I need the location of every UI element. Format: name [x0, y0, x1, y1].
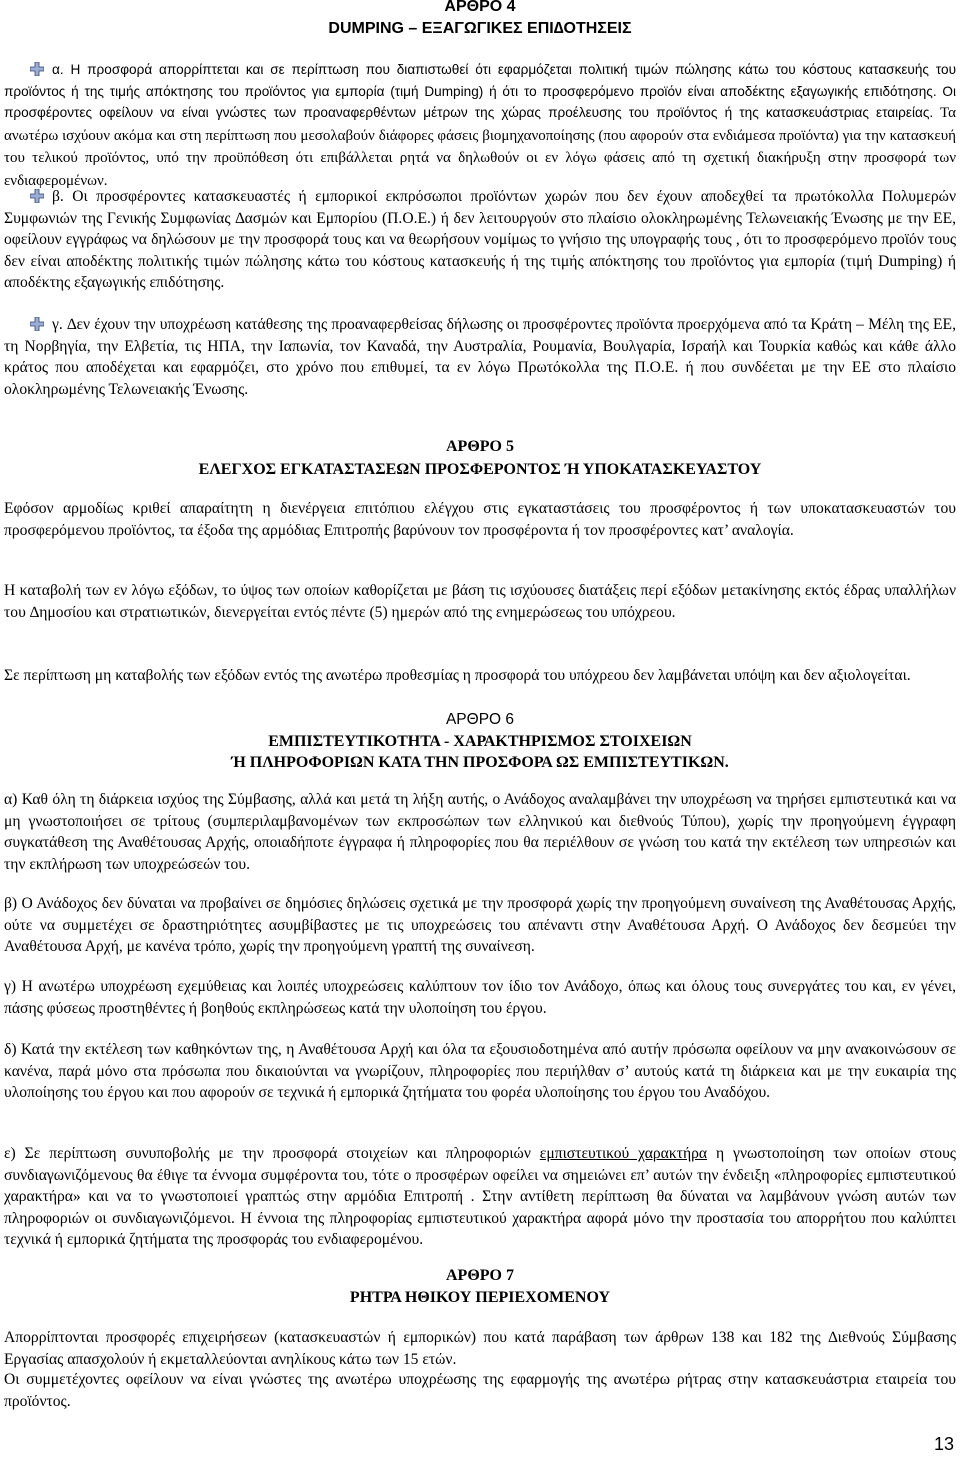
- article-4-paragraph-b: [4, 186, 956, 294]
- bullet-icon: [30, 317, 44, 331]
- article-6-title: ΑΡΘΡΟ 6: [445, 711, 515, 728]
- article-4-a-continuation: Τα ανωτέρω ισχύουν ακόμα και στη περίπτωση που μεσολαβούν διάφορες φάσεις βιομηχανοποίησης (που αφορούν στα ενδιάμεσα προϊόντα) για την κατασκευή του τελικού προϊόντος, υπό την προϋπόθεση ότι επιβάλλεται ρητά να δηλωθούν οι εν λόγω φάσεις από τη σχετική διακήρυξη στην προσφορά των ενδιαφερομένων.: [4, 105, 956, 189]
- article-6-paragraph-b: β) Ο Ανάδοχος δεν δύναται να προβαίνει σε δημόσιες δηλώσεις σχετικά με την προσφορά χωρίς την προηγούμενη συναίνεση της Αναθέτουσας Αρχής, ούτε να συμμετέχει σε δραστηριότητες ασυμβίβαστες με τις υποχρεώσεις του απέναντι στην Αναθέτουσα Αρχή. Ο Ανάδοχος δεν δεσμεύει την Αναθέτουσα Αρχή, με κανένα τρόπο, χωρίς την προηγούμενη γραπτή της συναίνεση.: [4, 895, 956, 956]
- article-6-paragraph-c: γ) Η ανωτέρω υποχρέωση εχεμύθειας και λοιπές υποχρεώσεις καλύπτουν τον ίδιο τον Ανάδοχο, όπως και όλους τους συνεργάτες του και, εν γένει, πάσης φύσεως προστηθέντες ή βοηθούς εκπληρώσεως κατά την υλοποίηση του έργου.: [4, 978, 956, 1017]
- article-4-c-text: γ. ∆εν έχουν την υποχρέωση κατάθεσης της προαναφερθείσας δήλωσης οι προσφέροντες προϊόντα προερχόμενα από τα Κράτη – Μέλη της ΕΕ, τη Νορβηγία, την Ελβετία, τις ΗΠΑ, την Ιαπωνία, τον Καναδά, την Αυστραλία, Ρουμανία, Βουλγαρία, Ισραήλ και Τουρκία καθώς και κάθε άλλο κράτος που αποδέχεται και εφαρμόζει, στο χρόνο που επιθυμεί, τα εν λόγω Πρωτόκολλα της Π.Ο.Ε. ή που συνδέεται με την ΕΕ στο πλαίσιο ολοκληρωμένης Τελωνειακής Ένωσης.: [4, 316, 956, 398]
- bullet-icon: [30, 189, 44, 203]
- article-7-paragraph-2: Οι συμμετέχοντες οφείλουν να είναι γνώστες της ανωτέρω υποχρέωσης της εφαρμογής της ανωτέρω ρήτρας στην κατασκευάστρια εταιρεία του προϊόντος.: [4, 1371, 956, 1410]
- article-4-paragraph-c: [4, 314, 956, 400]
- article-4-b-text: β. Οι προσφέροντες κατασκευαστές ή εμπορικοί εκπρόσωποι προϊόντων χωρών που δεν έχουν αποδεχθεί τα πρωτόκολλα Πολυμερών Συμφωνιών της Γενικής Συμφωνίας ∆ασμών και Εμπορίου (Π.Ο.Ε.) ή δεν λειτουργούν στο πλαίσιο ολοκληρωμένης Τελωνειακής Ένωσης με την ΕΕ, οφείλουν εγγράφως να δηλώσουν με την προσφορά τους και να θεωρήσουν νομίμως το γνήσιο της υπογραφής τους , ότι το προσφερόμενο προϊόν τους δεν είναι αποδέκτης πολιτικής τιμών πώλησης κάτω του κόστους κατασκευής ή της τιμής απόκτησης του προϊόντος για εμπορία (τιμή Dumping) ή αποδέκτης εξαγωγικής επιδότησης.: [4, 188, 956, 292]
- article-6-e-text-end: η γνωστοποίηση των οποίων στους συνδιαγωνιζόμενους θα έθιγε τα έννομα συμφέροντα του, τότε ο προσφέρων οφείλει να σημειώνει επ’ αυτών την ένδειξη «πληροφορίες εμπιστευτικού χαρακτήρα» και να το γνωστοποιεί γραπτώς στην αρμόδια Επιτροπή . Στην αντίθετη περίπτωση θα δύναται να λαμβάνουν γνώση αυτών των πληροφοριών οι συνδιαγωνιζόμενοι. Η έννοια της πληροφορίας εμπιστευτικού χαρακτήρα αφορά μόνο την προστασία του απορρήτου που καλύπτει τεχνικά ή εμπορικά ζητήματα της προσφοράς του ενδιαφερομένου.: [4, 1145, 956, 1249]
- article-7-subtitle: ΡΗΤΡΑ ΗΘΙΚΟΥ ΠΕΡΙΕΧΟΜΕΝΟΥ: [349, 1289, 611, 1306]
- article-6-e-text-start: ε) Σε περίπτωση συνυποβολής με την προσφορά στοιχείων και πληροφοριών: [4, 1145, 540, 1162]
- article-5-paragraph-2: Η καταβολή των εν λόγω εξόδων, το ύψος των οποίων καθορίζεται με βάση τις ισχύουσες διατάξεις περί εξόδων μετακίνησης εκτός έδρας υπαλλήλων του ∆ημοσίου και στρατιωτικών, διενεργείται εντός πέντε (5) ημερών από της ενημερώσεως του υπόχρεου.: [4, 582, 956, 621]
- article-4-title: ΑΡΘΡΟ 4: [444, 0, 516, 15]
- article-4-paragraph-a: [4, 59, 956, 192]
- bullet-icon: [30, 62, 44, 76]
- article-4-subtitle: DUMPING – ΕΞΑΓΩΓΙΚΕΣ ΕΠΙ∆ΟΤΗΣΕΙΣ: [328, 20, 632, 37]
- article-6-subtitle-1: ΕΜΠΙΣΤΕΥΤΙΚΟΤΗΤΑ - ΧΑΡΑΚΤΗΡΙΣΜΟΣ ΣΤΟΙΧΕΙΩΝ: [268, 733, 692, 750]
- article-4-a-text: α. Η προσφορά απορρίπτεται και σε περίπτωση που διαπιστωθεί ότι εφαρμόζεται πολιτική τιμών πώλησης κάτω του κόστους κατασκευής του προϊόντος ή της τιμής απόκτησης του προϊόντος για εμπορία (τιμή Dumping) ή ότι το προσφερόμενο προϊόν είναι αποδέκτης εξαγωγικής επιδότησης. Οι προσφέροντες οφείλουν να είναι γνώστες των προαναφερθέντων μέτρων της χώρας προέλευσης του προϊόντος ή της κατασκευάστριας εταιρείας.: [4, 62, 956, 120]
- article-6-paragraph-d: δ) Κατά την εκτέλεση των καθηκόντων της, η Αναθέτουσα Αρχή και όλα τα εξουσιοδοτημένα από αυτήν πρόσωπα οφείλουν να μην ανακοινώσουν σε κανένα, παρά μόνο στα πρόσωπα που δικαιούνται να γνωρίζουν, πληροφορίες που περιήλθαν σ’ αυτούς κατά τη διάρκεια και με την ευκαιρία της υλοποίησης του έργου και που αφορούν σε τεχνικά ή εμπορικά ζητήματα του φορέα υλοποίησης του έργου του Αναδόχου.: [4, 1041, 956, 1102]
- article-6-subtitle-2: Ή ΠΛΗΡΟΦΟΡΙΩΝ ΚΑΤΑ ΤΗΝ ΠΡΟΣΦΟΡΑ ΩΣ ΕΜΠΙΣΤΕΥΤΙΚΩΝ.: [231, 754, 729, 771]
- article-5-subtitle: ΕΛΕΓΧΟΣ ΕΓΚΑΤΑΣΤΑΣΕΩΝ ΠΡΟΣΦΕΡΟΝΤΟΣ Ή ΥΠΟΚΑΤΑΣΚΕΥΑΣΤΟΥ: [198, 461, 762, 478]
- article-5-header: [0, 437, 960, 479]
- article-7-title: ΑΡΘΡΟ 7: [446, 1267, 514, 1284]
- article-6-e-underlined: εμπιστευτικού χαρακτήρα: [539, 1145, 708, 1162]
- article-5-title: ΑΡΘΡΟ 5: [446, 438, 514, 455]
- page-number: 13: [933, 1434, 954, 1454]
- article-4-header: [0, 0, 960, 38]
- article-6-paragraph-e: [4, 1143, 956, 1251]
- article-7-paragraph-1: Απορρίπτονται προσφορές επιχειρήσεων (κατασκευαστών ή εμπορικών) που κατά παράβαση των άρθρων 138 και 182 της ∆ιεθνούς Σύμβασης Εργασίας απασχολούν ή εκμεταλλεύονται ανηλίκους κάτω των 15 ετών.: [4, 1329, 956, 1368]
- article-6-header: [0, 710, 960, 772]
- article-6-paragraph-a: α) Καθ όλη τη διάρκεια ισχύος της Σύμβασης, αλλά και μετά τη λήξη αυτής, ο Ανάδοχος αναλαμβάνει την υποχρέωση να τηρήσει εμπιστευτικά και να μη γνωστοποιήσει σε τρίτους (συμπεριλαμβανομένων των εκπροσώπων των ελληνικού και διεθνούς Τύπου), χωρίς την προηγούμενη έγγραφη συγκατάθεση της Αναθέτουσας Αρχής, οποιαδήποτε έγγραφα ή πληροφορίες που θα περιέλθουν σε γνώση του κατά την εκτέλεση των υπηρεσιών και την εκπλήρωση των υποχρεώσεών του.: [4, 791, 956, 873]
- article-5-paragraph-1: Εφόσον αρμοδίως κριθεί απαραίτητη η διενέργεια επιτόπιου ελέγχου στις εγκαταστάσεις του προσφέροντος ή των υποκατασκευαστών του προσφερόμενου προϊόντος, τα έξοδα της αρμόδιας Επιτροπής βαρύνουν τον προσφέροντα ή τον προσφέροντες κατ’ αναλογία.: [4, 500, 956, 539]
- article-7-header: [0, 1266, 960, 1307]
- article-5-paragraph-3: Σε περίπτωση μη καταβολής των εξόδων εντός της ανωτέρω προθεσμίας η προσφορά του υπόχρεου δεν λαμβάνεται υπόψη και δεν αξιολογείται.: [4, 667, 911, 684]
